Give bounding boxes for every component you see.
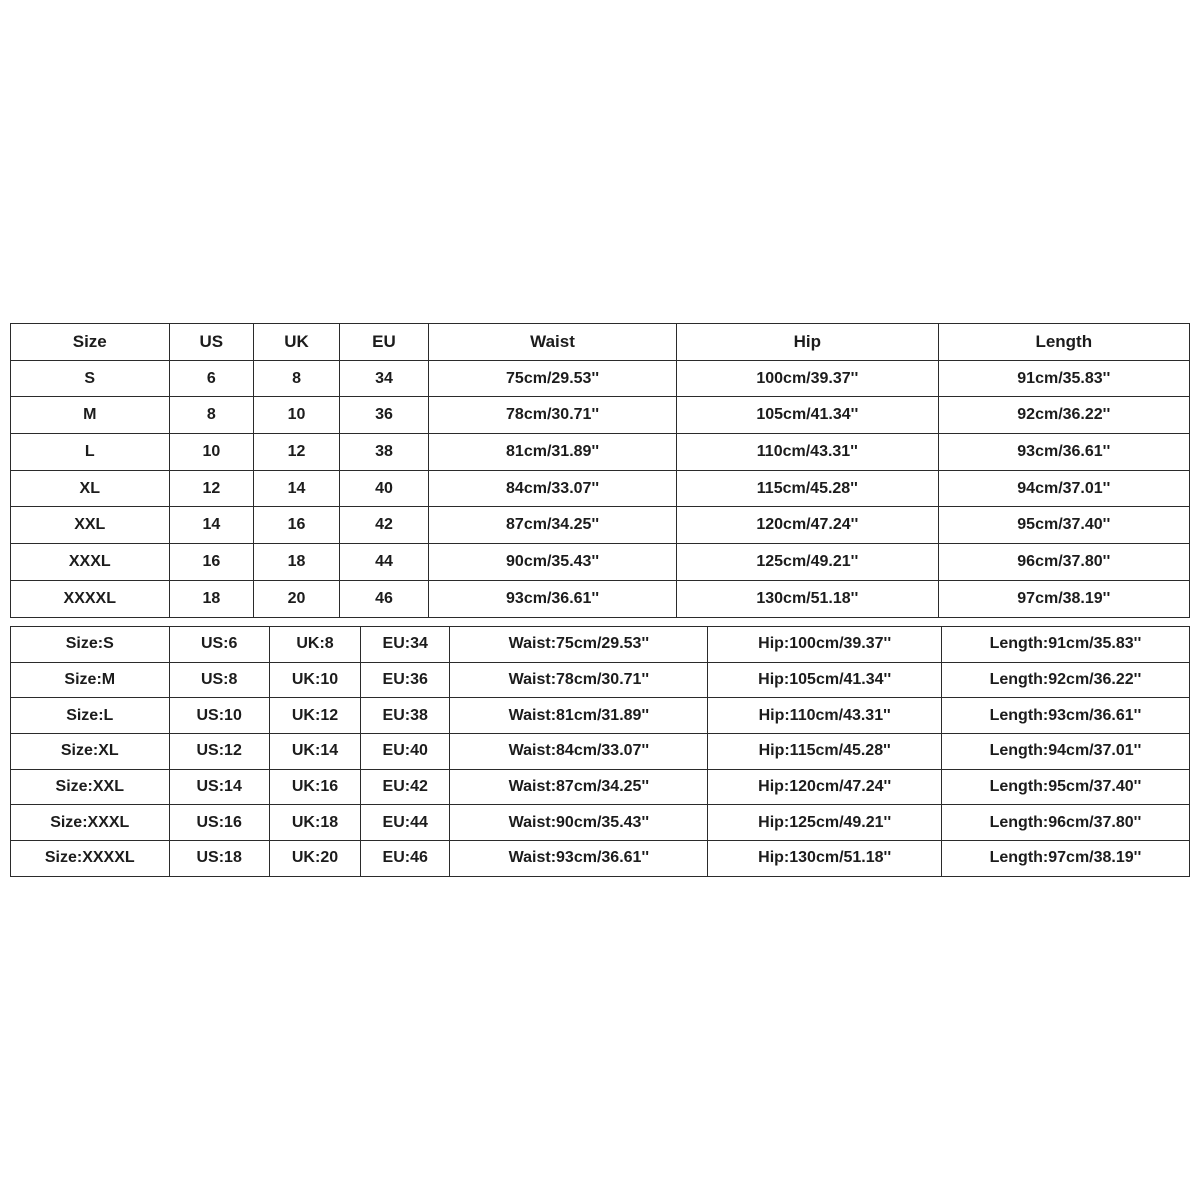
- table-cell: 12: [254, 434, 340, 471]
- table-row: [11, 734, 1190, 770]
- table-cell: L: [11, 434, 170, 471]
- table-cell: 81cm/31.89'': [429, 434, 677, 471]
- table-row: [11, 360, 1190, 397]
- header-cell: Hip: [677, 324, 938, 361]
- table-cell: 84cm/33.07'': [429, 470, 677, 507]
- table-cell: Waist:75cm/29.53'': [450, 627, 708, 663]
- table-cell: 130cm/51.18'': [677, 580, 938, 617]
- table-cell: 96cm/37.80'': [938, 544, 1189, 581]
- table-row: [11, 805, 1190, 841]
- table-cell: 115cm/45.28'': [677, 470, 938, 507]
- table-cell: 16: [254, 507, 340, 544]
- table-cell: Length:96cm/37.80'': [941, 805, 1189, 841]
- table-cell: 92cm/36.22'': [938, 397, 1189, 434]
- table-cell: 110cm/43.31'': [677, 434, 938, 471]
- table-cell: Waist:93cm/36.61'': [450, 841, 708, 877]
- table-cell: 10: [169, 434, 254, 471]
- table-cell: XXXL: [11, 544, 170, 581]
- table-cell: Length:94cm/37.01'': [941, 734, 1189, 770]
- table-cell: 87cm/34.25'': [429, 507, 677, 544]
- table-cell: 16: [169, 544, 254, 581]
- table-cell: Hip:110cm/43.31'': [708, 698, 942, 734]
- table-cell: US:10: [169, 698, 269, 734]
- table-cell: UK:16: [269, 769, 360, 805]
- table-cell: S: [11, 360, 170, 397]
- table-cell: Size:XL: [11, 734, 170, 770]
- table-cell: US:6: [169, 627, 269, 663]
- table-cell: 97cm/38.19'': [938, 580, 1189, 617]
- table-cell: 12: [169, 470, 254, 507]
- table-cell: 105cm/41.34'': [677, 397, 938, 434]
- table-cell: 34: [339, 360, 428, 397]
- table-cell: XXL: [11, 507, 170, 544]
- size-chart-table-body: [11, 360, 1190, 617]
- table-cell: 100cm/39.37'': [677, 360, 938, 397]
- table-cell: 40: [339, 470, 428, 507]
- table-cell: EU:44: [361, 805, 450, 841]
- table-cell: EU:36: [361, 662, 450, 698]
- table-cell: 8: [254, 360, 340, 397]
- table-cell: Hip:115cm/45.28'': [708, 734, 942, 770]
- table-cell: Length:92cm/36.22'': [941, 662, 1189, 698]
- header-cell: Length: [938, 324, 1189, 361]
- table-cell: UK:8: [269, 627, 360, 663]
- table-row: [11, 434, 1190, 471]
- table-cell: 125cm/49.21'': [677, 544, 938, 581]
- table-cell: EU:46: [361, 841, 450, 877]
- table-cell: 91cm/35.83'': [938, 360, 1189, 397]
- table-cell: Hip:125cm/49.21'': [708, 805, 942, 841]
- table-cell: Waist:90cm/35.43'': [450, 805, 708, 841]
- header-cell: Size: [11, 324, 170, 361]
- table-cell: 14: [169, 507, 254, 544]
- table-cell: Length:95cm/37.40'': [941, 769, 1189, 805]
- table-cell: Length:93cm/36.61'': [941, 698, 1189, 734]
- table-cell: 120cm/47.24'': [677, 507, 938, 544]
- table-cell: 38: [339, 434, 428, 471]
- table-row: [11, 769, 1190, 805]
- table-cell: 90cm/35.43'': [429, 544, 677, 581]
- table-cell: US:18: [169, 841, 269, 877]
- header-row: [11, 324, 1190, 361]
- table-cell: Waist:84cm/33.07'': [450, 734, 708, 770]
- table-cell: 8: [169, 397, 254, 434]
- table-cell: Size:L: [11, 698, 170, 734]
- table-cell: Waist:87cm/34.25'': [450, 769, 708, 805]
- table-cell: Waist:81cm/31.89'': [450, 698, 708, 734]
- table-cell: Hip:105cm/41.34'': [708, 662, 942, 698]
- table-cell: 95cm/37.40'': [938, 507, 1189, 544]
- table-cell: 36: [339, 397, 428, 434]
- table-cell: Size:XXXL: [11, 805, 170, 841]
- table-row: [11, 841, 1190, 877]
- table-cell: EU:40: [361, 734, 450, 770]
- table-cell: Size:XXXXL: [11, 841, 170, 877]
- table-cell: Hip:130cm/51.18'': [708, 841, 942, 877]
- table-cell: UK:12: [269, 698, 360, 734]
- table-cell: 6: [169, 360, 254, 397]
- table-cell: Waist:78cm/30.71'': [450, 662, 708, 698]
- table-cell: 46: [339, 580, 428, 617]
- table-cell: 93cm/36.61'': [429, 580, 677, 617]
- table-row: [11, 698, 1190, 734]
- table-row: [11, 580, 1190, 617]
- table-cell: Size:S: [11, 627, 170, 663]
- table-cell: US:8: [169, 662, 269, 698]
- size-chart-table: [10, 323, 1190, 618]
- table-row: [11, 507, 1190, 544]
- table-cell: 18: [254, 544, 340, 581]
- table-row: [11, 627, 1190, 663]
- table-cell: 20: [254, 580, 340, 617]
- table-cell: Length:91cm/35.83'': [941, 627, 1189, 663]
- table-row: [11, 662, 1190, 698]
- table-cell: 42: [339, 507, 428, 544]
- table-row: [11, 397, 1190, 434]
- table-cell: 10: [254, 397, 340, 434]
- header-cell: EU: [339, 324, 428, 361]
- table-cell: UK:18: [269, 805, 360, 841]
- table-cell: Length:97cm/38.19'': [941, 841, 1189, 877]
- size-chart-labeled-table-body: [11, 627, 1190, 877]
- table-cell: EU:42: [361, 769, 450, 805]
- header-cell: Waist: [429, 324, 677, 361]
- table-row: [11, 544, 1190, 581]
- table-row: [11, 470, 1190, 507]
- table-cell: US:14: [169, 769, 269, 805]
- table-cell: UK:14: [269, 734, 360, 770]
- header-cell: US: [169, 324, 254, 361]
- table-cell: Hip:120cm/47.24'': [708, 769, 942, 805]
- table-cell: 18: [169, 580, 254, 617]
- table-cell: Size:XXL: [11, 769, 170, 805]
- table-cell: US:16: [169, 805, 269, 841]
- table-cell: XL: [11, 470, 170, 507]
- table-cell: US:12: [169, 734, 269, 770]
- table-cell: UK:20: [269, 841, 360, 877]
- table-cell: 78cm/30.71'': [429, 397, 677, 434]
- table-cell: EU:34: [361, 627, 450, 663]
- table-cell: XXXXL: [11, 580, 170, 617]
- table-cell: 44: [339, 544, 428, 581]
- table-cell: 14: [254, 470, 340, 507]
- table-cell: Size:M: [11, 662, 170, 698]
- table-cell: 75cm/29.53'': [429, 360, 677, 397]
- header-cell: UK: [254, 324, 340, 361]
- table-cell: 93cm/36.61'': [938, 434, 1189, 471]
- table-cell: UK:10: [269, 662, 360, 698]
- table-cell: EU:38: [361, 698, 450, 734]
- table-cell: Hip:100cm/39.37'': [708, 627, 942, 663]
- size-chart-table-header: [11, 324, 1190, 361]
- table-cell: 94cm/37.01'': [938, 470, 1189, 507]
- size-chart-labeled-table: [10, 626, 1190, 877]
- table-cell: M: [11, 397, 170, 434]
